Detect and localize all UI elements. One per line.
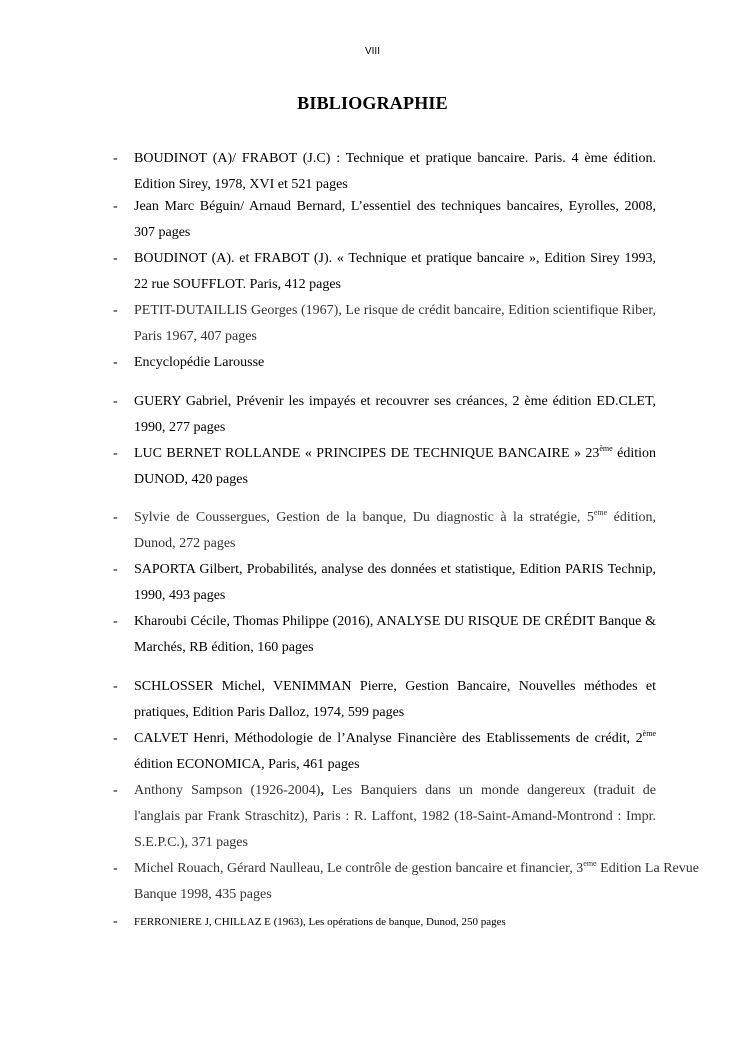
page-title: BIBLIOGRAPHIE xyxy=(297,93,448,113)
entry-text xyxy=(134,856,699,908)
entry-text-part: Michel Rouach, Gérard Naulleau, Le contrôle de gestion bancaire et financier, 3 xyxy=(134,861,584,876)
entry-text-part: édition DUNOD, 420 pages xyxy=(134,446,656,487)
entry-text-part: CALVET Henri, Méthodologie de l’Analyse Financière des Etablissements de crédit, 2 xyxy=(134,731,643,746)
bullet-dash: - xyxy=(113,199,118,214)
entry-text: GUERY Gabriel, Prévenir les impayés et recouvrer ses créances, 2 ème édition ED.CLET, 1990, 277 pages xyxy=(134,394,656,435)
bullet-dash: - xyxy=(113,355,118,370)
bullet-dash: - xyxy=(113,151,118,166)
bullet-dash: - xyxy=(113,251,118,266)
bullet-dash: - xyxy=(113,562,118,577)
bullet-dash: - xyxy=(113,783,118,798)
entry-text: Kharoubi Cécile, Thomas Philippe (2016), ANALYSE DU RISQUE DE CRÉDIT Banque & Marchés, RB édition, 160 pages xyxy=(134,614,656,655)
entry-superscript: ème xyxy=(599,444,613,453)
entry-text-bold: , xyxy=(320,783,324,798)
entry-superscript: eme xyxy=(583,859,597,868)
bullet-dash: - xyxy=(113,914,118,929)
page-number: VIII xyxy=(364,46,380,57)
bullet-dash: - xyxy=(113,861,118,876)
bullet-dash: - xyxy=(113,446,118,461)
bullet-dash: - xyxy=(113,614,118,629)
entry-text xyxy=(134,726,656,778)
entry-text-part: Les Banquiers dans un monde dangereux (traduit de l'anglais par Frank Straschitz), Paris : R. Laffont, 1982 (18-Saint-Amand-Montrond : Impr. S.E.P.C.), 371 pages xyxy=(134,783,656,850)
entry-text-part: édition, Dunod, 272 pages xyxy=(134,510,656,551)
entry-text: FERRONIERE J, CHILLAZ E (1963), Les opérations de banque, Dunod, 250 pages xyxy=(134,916,506,928)
bullet-dash: - xyxy=(113,679,118,694)
entry-superscript: eme xyxy=(593,508,608,517)
entry-text-part: édition ECONOMICA, Paris, 461 pages xyxy=(134,757,360,772)
entry-text xyxy=(134,778,656,856)
entry-text: Encyclopédie Larousse xyxy=(134,355,265,370)
entry-text: PETIT-DUTAILLIS Georges (1967), Le risque de crédit bancaire, Edition scientifique Riber, Paris 1967, 407 pages xyxy=(134,303,656,344)
entry-text: BOUDINOT (A)/ FRABOT (J.C) : Technique et pratique bancaire. Paris. 4 ème édition. Edition Sirey, 1978, XVI et 521 pages xyxy=(134,151,656,192)
entry-text-part: Sylvie de Coussergues, Gestion de la banque, Du diagnostic à la stratégie, 5 xyxy=(134,510,594,525)
entry-text: SCHLOSSER Michel, VENIMMAN Pierre, Gestion Bancaire, Nouvelles méthodes et pratiques, Edition Paris Dalloz, 1974, 599 pages xyxy=(134,679,656,720)
entry-text: SAPORTA Gilbert, Probabilités, analyse des données et statistique, Edition PARIS Technip, 1990, 493 pages xyxy=(134,562,656,603)
entry-text-part: Edition La Revue Banque 1998, 435 pages xyxy=(134,861,699,902)
entry-superscript: ème xyxy=(642,729,656,738)
bullet-dash: - xyxy=(113,510,118,525)
entry-text-part: LUC BERNET ROLLANDE « PRINCIPES DE TECHNIQUE BANCAIRE » 23 xyxy=(134,446,600,461)
entry-text: BOUDINOT (A). et FRABOT (J). « Technique et pratique bancaire », Edition Sirey 1993, 22 rue SOUFFLOT. Paris, 412 pages xyxy=(134,251,656,292)
bullet-dash: - xyxy=(113,394,118,409)
bullet-dash: - xyxy=(113,303,118,318)
entry-text-part: Anthony Sampson (1926-2004) xyxy=(134,783,321,798)
bullet-dash: - xyxy=(113,731,118,746)
entry-text xyxy=(134,441,656,493)
entry-text: Jean Marc Béguin/ Arnaud Bernard, L’essentiel des techniques bancaires, Eyrolles, 2008, 307 pages xyxy=(134,199,656,240)
entry-text xyxy=(134,505,656,557)
